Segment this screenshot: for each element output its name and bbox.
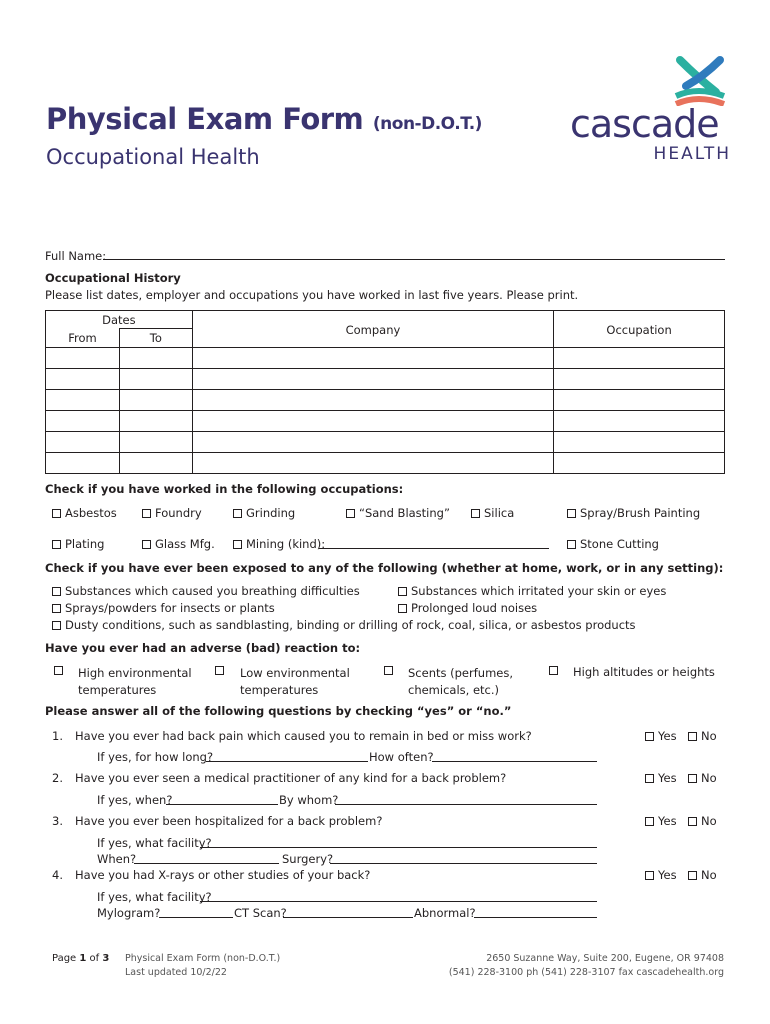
followup-label: Abnormal? (414, 906, 476, 920)
question-text: Have you ever had back pain which caused you to remain in bed or miss work? (75, 729, 532, 743)
reaction-high-temp-label: High environmental temperatures (78, 666, 192, 697)
checkbox-icon[interactable] (52, 604, 61, 613)
footer-contact: (541) 228-3100 ph (541) 228-3107 fax cascadehealth.org (448, 967, 724, 978)
followup-label: If yes, when? (97, 793, 173, 807)
from-cell[interactable] (46, 432, 120, 453)
table-row (46, 390, 725, 411)
followup-label: By whom? (279, 793, 339, 807)
from-cell[interactable] (46, 369, 120, 390)
checkbox-glass-mfg[interactable]: Glass Mfg. (142, 537, 215, 551)
facility-field[interactable] (200, 901, 597, 902)
checkbox-icon[interactable] (688, 817, 697, 826)
logo-brand-sub: HEALTH (653, 144, 731, 164)
question-number: 2. (52, 771, 63, 785)
occupation-cell[interactable] (554, 369, 725, 390)
checkbox-dusty-conditions[interactable]: Dusty conditions, such as sandblasting, binding or drilling of rock, coal, silica, or asbestos products (52, 618, 636, 632)
no-option[interactable]: No (688, 814, 717, 828)
reaction-low-temp-label: Low environmental temperatures (240, 666, 350, 697)
reactions-heading: Have you ever had an adverse (bad) reaction to: (45, 641, 361, 655)
from-cell[interactable] (46, 411, 120, 432)
no-option[interactable]: No (688, 729, 717, 743)
yes-option[interactable]: Yes (645, 729, 677, 743)
checkbox-icon[interactable] (645, 817, 654, 826)
when-field[interactable] (166, 804, 278, 805)
checkbox-scents[interactable] (384, 666, 393, 675)
no-option[interactable]: No (688, 868, 717, 882)
occupations-heading: Check if you have worked in the following occupations: (45, 482, 404, 496)
occupation-header: Occupation (554, 311, 725, 348)
checkbox-stone-cutting[interactable]: Stone Cutting (567, 537, 659, 551)
checkbox-icon[interactable] (567, 540, 576, 549)
checkbox-altitudes[interactable] (549, 666, 558, 675)
full-name-label: Full Name: (45, 249, 107, 263)
logo-mark-icon (568, 56, 733, 106)
checkbox-high-temp[interactable] (54, 666, 63, 675)
occupation-cell[interactable] (554, 453, 725, 474)
reaction-altitudes-label: High altitudes or heights (573, 665, 715, 679)
company-cell[interactable] (192, 369, 553, 390)
company-cell[interactable] (192, 348, 553, 369)
followup-label: Surgery? (282, 852, 334, 866)
checkbox-skin-eye-irritation[interactable]: Substances which irritated your skin or eyes (398, 584, 666, 598)
to-cell[interactable] (119, 348, 192, 369)
to-cell[interactable] (119, 432, 192, 453)
reaction-scents-label: Scents (perfumes, chemicals, etc.) (408, 666, 513, 697)
question-number: 1. (52, 729, 63, 743)
how-often-field[interactable] (432, 761, 597, 762)
company-cell[interactable] (192, 390, 553, 411)
table-row (46, 348, 725, 369)
to-cell[interactable] (119, 369, 192, 390)
question-text: Have you ever been hospitalized for a back problem? (75, 814, 383, 828)
from-cell[interactable] (46, 453, 120, 474)
checkbox-icon[interactable] (52, 621, 61, 630)
page-number: Page 1 of 3 (52, 953, 110, 964)
dates-header: Dates (46, 311, 193, 329)
page-title: Physical Exam Form (non-D.O.T.) (46, 102, 482, 136)
facility-field[interactable] (200, 847, 597, 848)
mylogram-field[interactable] (159, 917, 233, 918)
questions-heading: Please answer all of the following questions by checking “yes” or “no.” (45, 704, 512, 718)
occupational-history-instructions: Please list dates, employer and occupations you have worked in last five years. Please print. (45, 288, 579, 302)
checkbox-low-temp[interactable] (215, 666, 224, 675)
checkbox-icon[interactable] (688, 871, 697, 880)
company-cell[interactable] (192, 432, 553, 453)
checkbox-plating[interactable]: Plating (52, 537, 104, 551)
to-cell[interactable] (119, 453, 192, 474)
checkbox-icon[interactable] (567, 509, 576, 518)
checkbox-icon[interactable] (688, 732, 697, 741)
to-cell[interactable] (119, 390, 192, 411)
checkbox-icon[interactable] (688, 774, 697, 783)
checkbox-icon[interactable] (52, 587, 61, 596)
surgery-field[interactable] (330, 863, 597, 864)
checkbox-icon[interactable] (142, 509, 151, 518)
company-cell[interactable] (192, 453, 553, 474)
cascade-health-logo (568, 56, 733, 166)
how-long-field[interactable] (206, 761, 368, 762)
to-cell[interactable] (119, 411, 192, 432)
question-number: 4. (52, 868, 63, 882)
checkbox-mining[interactable]: Mining (kind): (233, 537, 325, 551)
table-row (46, 369, 725, 390)
occupation-cell[interactable] (554, 390, 725, 411)
logo-brand: cascade (570, 102, 719, 146)
occupation-cell[interactable] (554, 411, 725, 432)
from-cell[interactable] (46, 348, 120, 369)
question-text: Have you ever seen a medical practitioner of any kind for a back problem? (75, 771, 507, 785)
checkbox-silica[interactable]: Silica (471, 506, 514, 520)
footer-form-name: Physical Exam Form (non-D.O.T.) (125, 953, 281, 964)
table-row (46, 411, 725, 432)
yes-option[interactable]: Yes (645, 868, 677, 882)
from-cell[interactable] (46, 390, 120, 411)
checkbox-icon[interactable] (142, 540, 151, 549)
full-name-field[interactable] (103, 259, 725, 260)
followup-label: If yes, what facility? (97, 836, 212, 850)
followup-label: If yes, for how long? (97, 750, 214, 764)
table-row (46, 453, 725, 474)
occupation-cell[interactable] (554, 432, 725, 453)
title-suffix: (non-D.O.T.) (372, 114, 482, 134)
to-header: To (119, 329, 192, 348)
abnormal-field[interactable] (474, 917, 597, 918)
checkbox-icon[interactable] (233, 540, 242, 549)
checkbox-spray-brush-painting[interactable]: Spray/Brush Painting (567, 506, 700, 520)
checkbox-loud-noises[interactable]: Prolonged loud noises (398, 601, 537, 615)
mining-kind-field[interactable] (319, 548, 549, 549)
checkbox-icon[interactable] (398, 604, 407, 613)
footer-address: 2650 Suzanne Way, Suite 200, Eugene, OR 97408 (486, 953, 724, 964)
followup-label: CT Scan? (234, 906, 287, 920)
checkbox-icon[interactable] (645, 774, 654, 783)
when-field[interactable] (134, 863, 279, 864)
occupational-history-table (45, 310, 725, 474)
followup-label: When? (97, 852, 137, 866)
table-row (46, 432, 725, 453)
checkbox-icon[interactable] (645, 871, 654, 880)
checkbox-asbestos[interactable]: Asbestos (52, 506, 117, 520)
checkbox-breathing-difficulties[interactable]: Substances which caused you breathing difficulties (52, 584, 360, 598)
checkbox-foundry[interactable]: Foundry (142, 506, 202, 520)
checkbox-icon[interactable] (471, 509, 480, 518)
checkbox-grinding[interactable]: Grinding (233, 506, 295, 520)
question-text: Have you had X-rays or other studies of your back? (75, 868, 371, 882)
followup-label: Mylogram? (97, 906, 161, 920)
checkbox-icon[interactable] (346, 509, 355, 518)
company-cell[interactable] (192, 411, 553, 432)
ct-scan-field[interactable] (283, 917, 413, 918)
company-header: Company (192, 311, 553, 348)
footer-updated: Last updated 10/2/22 (125, 967, 227, 978)
checkbox-icon[interactable] (398, 587, 407, 596)
checkbox-icon[interactable] (52, 540, 61, 549)
occupational-history-heading: Occupational History (45, 271, 181, 285)
page-subtitle: Occupational Health (46, 145, 260, 169)
yes-option[interactable]: Yes (645, 771, 677, 785)
question-number: 3. (52, 814, 63, 828)
checkbox-sprays-powders[interactable]: Sprays/powders for insects or plants (52, 601, 275, 615)
by-whom-field[interactable] (335, 804, 597, 805)
checkbox-icon[interactable] (233, 509, 242, 518)
checkbox-icon[interactable] (52, 509, 61, 518)
exposures-heading: Check if you have ever been exposed to any of the following (whether at home, work, or in any setting): (45, 561, 724, 575)
checkbox-sand-blasting[interactable]: “Sand Blasting” (346, 506, 450, 520)
followup-label: If yes, what facility? (97, 890, 212, 904)
checkbox-icon[interactable] (645, 732, 654, 741)
occupation-cell[interactable] (554, 348, 725, 369)
followup-label: How often? (369, 750, 434, 764)
yes-option[interactable]: Yes (645, 814, 677, 828)
no-option[interactable]: No (688, 771, 717, 785)
from-header: From (46, 329, 120, 348)
